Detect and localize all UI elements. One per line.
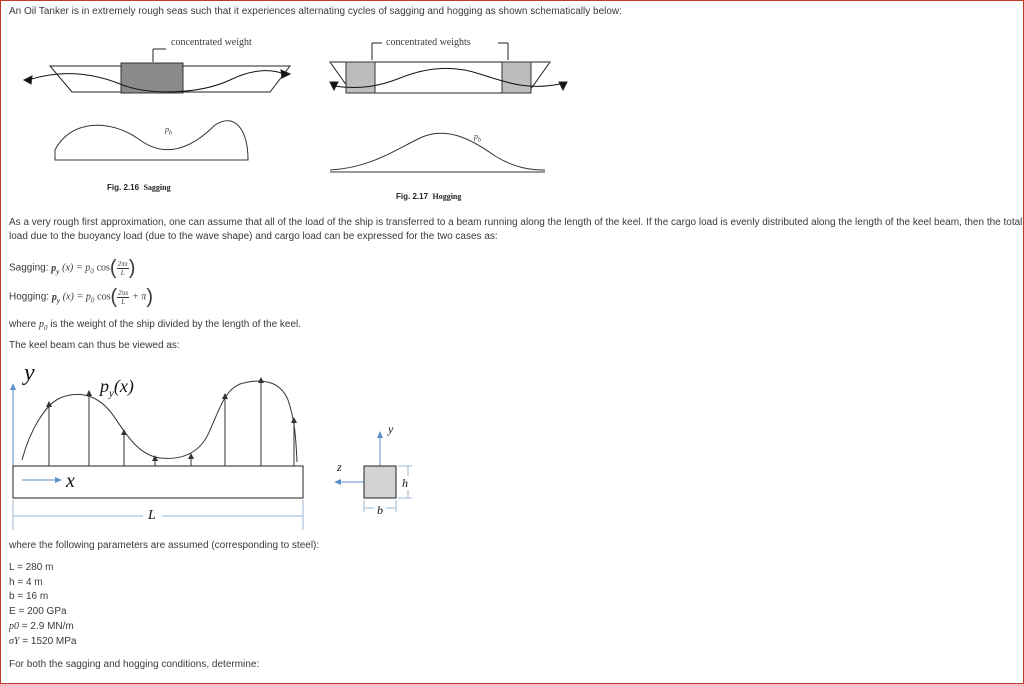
beam-length-label: L (148, 508, 156, 523)
hogging-equation: Hogging: $p_y$ $(x) = p_0$ cos( $\frac{2\pi x}{L}$ + π) (9, 286, 153, 308)
param-row: L = 280 m (9, 562, 54, 573)
param-row: b = 16 m (9, 591, 49, 602)
hogging-cargo-right (502, 62, 531, 93)
param-row: h = 4 m (9, 577, 43, 588)
beam-x-label: x (66, 470, 75, 492)
sagging-buoyancy-label: $p_b$ (165, 125, 172, 137)
approx-paragraph-line2: load due to the buoyancy load (due to the wave shape) and cargo load can be expressed for the two cases as: (9, 231, 498, 242)
param-row: p0 = 2.9 MN/m (9, 621, 74, 632)
cross-section-b-label: b (377, 503, 383, 517)
hogging-caption: Fig. 2.17 Hogging (396, 192, 462, 201)
load-arrows (49, 380, 294, 466)
hogging-buoyancy-curve (330, 133, 545, 172)
sagging-ship (24, 49, 290, 93)
beam-load-label: $p_y(x)$ (100, 376, 134, 400)
intro-text: An Oil Tanker is in extremely rough seas such that it experiences alternating cycles of sagging and hogging as shown schematically below: (9, 6, 622, 17)
hogging-cargo-left (346, 62, 375, 93)
beam-diagram (10, 377, 412, 530)
where-p0-text: where $p_0$ is the weight of the ship divided by the length of the keel. (9, 319, 302, 332)
sagging-caption: Fig. 2.16 Sagging (107, 183, 171, 192)
cross-section-z-label: z (337, 460, 342, 474)
beam-y-label: y (24, 360, 35, 386)
approx-paragraph-line1: As a very rough first approximation, one can assume that all of the load of the ship is transferred to a beam running along the length of the keel. If the cargo load is evenly distributed along the length of the keel beam, then the total (9, 217, 1023, 228)
sagging-equation: Sagging: $p_y$ $(x) = p_0$ cos( $\frac{2\pi x}{L}$ ) (9, 257, 136, 279)
params-intro: where the following parameters are assumed (corresponding to steel): (9, 540, 320, 551)
cross-section-h-label: h (402, 476, 408, 490)
param-row: σY = 1520 MPa (9, 636, 77, 647)
hogging-load-label: concentrated weights (386, 37, 471, 48)
sagging-load-label: concentrated weight (171, 37, 252, 48)
cross-section-rect (364, 466, 396, 498)
sagging-buoyancy-curve (55, 121, 248, 160)
hogging-ship (330, 43, 567, 93)
cross-section-y-label: y (388, 422, 394, 436)
final-question: For both the sagging and hogging conditions, determine: (9, 659, 260, 670)
hogging-buoyancy-label: $p_b$ (474, 132, 481, 144)
param-row: E = 200 GPa (9, 606, 67, 617)
keel-view-text: The keel beam can thus be viewed as: (9, 340, 180, 351)
sagging-cargo-block (121, 63, 183, 93)
